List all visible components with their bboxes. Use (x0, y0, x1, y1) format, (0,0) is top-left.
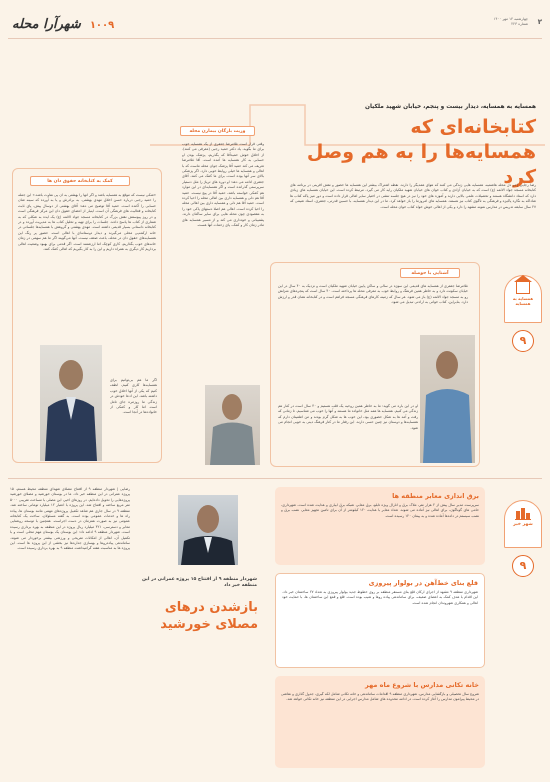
main-intro (290, 183, 536, 259)
home-icon (516, 282, 530, 294)
main-kicker: همسایه به همسایه، دیدار بیست و پنجم، خیابان شهید ملکیان (365, 104, 536, 110)
photo-elder-resident (420, 335, 475, 463)
city-badge (504, 500, 542, 548)
neighbor-text-a: وقتی قرار است غلامرضا جعفری از یک همسایه خوب برای ما بگوید، یاد دکتر حمید رجبی (معرفی می کنند). از اخلاق خوش حمیدآقا که بگذریم، پزشک بودن او حسابی به کار همسایه ها آمده است. آقا غلامرضا تعریف می کند حمید آقا پزشک جوان محله ماست که با اهالی و همسایه ها خیلی روابط خوبی دارد. اگر پزشکی بالای سر آنها بوده است، برای ما کمک می کنند. آقای جعفری ادامه می دهد: او دوره های تریاژ را مثل دستیار سرپرستی گذرانده است و اگر همسایه‌ای در این موارد هم کمکی خواسته باشد، حمید آقا در پیچ نیست. حمید آقا هم دلی و همسایه داری بین اهالی محله را احیا کرده است. (182, 142, 264, 206)
person-silhouette-icon (40, 345, 102, 461)
person-silhouette-icon (420, 335, 475, 463)
mosalla-headline-line2: مصلای خورشید (160, 617, 258, 632)
books-text-a: «شکی نیست که موقع به همسایه باشد و اگر آنها را بهشتی به آن پی نفاوت باشد.» این جمله را حمید رجبی درباره حسن اخلاق مهدی بهشتی. به برادرش و یا به آورده که سینه شان حسابی را آکنده است. حمید آقا توضیح می دهد: آقای بهشتی از دوسال پیش، پای ثابت کتابخانه و فعالیت های فرهنگی آن است. اینبار از اعضای حقوق دان این مرکز فرهنگی است و در روز پیوستش نقش بزرگ در کتابخانه مسجد جواد الائمه (ع) یک ایده به شکلی که به شماری از کتاب ها پاسخ دادند. جلسات را برای تهیه و تحلیل کتاب ها به مدیریت آورده و در کتابخانه داستانی بسیار قدیمی داشته است. (18, 193, 156, 230)
page-number: ۲ (537, 18, 542, 26)
mosalla-caption: شهردار منطقه ۹ از افتتاح ۱۵ پروژه عمرانی در این منطقه خبر داد (142, 577, 257, 588)
news-item-2-text: شهرداری منطقه ۹ مشهد از اجرای ارکان قلع بنای مستقر منطقه بر روی خطوط جدید بولوار پیروزی به تعداد ۲۷ ساختمان خبر داد. این اقدام با هدف کمک به اعضای ضعیف، برای ساماندهی پیاده روها و شیب بوده است. قلع و قمع این ساختمان ها، با حمایت خود اهالی و همکاری شهروندان انجام شده است. (282, 590, 478, 605)
section-neighbor-title: وزیت بازگان بیمارن محله (180, 126, 255, 136)
city-number-badge (512, 555, 534, 577)
books-text-b: مهدی بهشتی و گروهش با همسایه‌ها جلساتی در خانه ارکمه‌پی محلی می‌گیرند و دیدار دوستانه‌ای با اهالی است. حضور پر رنگ این همسایه‌های حقوق دان در محله، باعث ضعف نیست. آنها می‌گویند اگر ما هم سهمی در زمان خانه‌های خوب بگذاریم، کاری کوچک اما ارزشمند است. اگر قدمی برای بهبود وضعیت اهالی برداریم کار دیگری به همراه داریم و این را به کار بگیریم که اهالی کمک کنند. (18, 225, 156, 252)
issue-number: شماره ۲۲۳ (511, 22, 528, 26)
person-silhouette-icon (205, 385, 260, 465)
city-icon (515, 508, 531, 520)
section-family-title: آشنایی با حوصله (400, 268, 460, 278)
news-item-2-title: قلع بنای خط‌آهن در بولوار پیروزی (368, 579, 478, 587)
mosalla-headline (140, 599, 258, 633)
family-text-a: غلامرضا جعفری از همسایه های قدیمی این سوژه در سالی و ساکن پایین خیابان شهید ملکیان است و نزدیک به ۴۰ سال در این خیابان سکونت دارد و به خاطر همین فرهنگ و روابط خوب به معرفی محله ها پرداخته است. ۴۰ سال است که پنجره‌های منزلش رو به مسجد جواد الائمه (ع) باز می شود. هر سال که زمینه کارهای فرهنگی مسجد فراهم است و در کتابخانه همان قدر و ارزش دارد. بنابراین، کتاب خوانی به ارادتی تبدیل می شود. (278, 284, 468, 305)
mosalla-text (10, 487, 130, 772)
section-books-text-c: اگر ما هم بی‌توانیم برای همسایه‌ها کاری کنیم، لطف کنیم که یکی از آنها اخلاق خوب داشته باشد. این ادعا خودش در زندگی ما روزمره جای تامل است اما کار و کمکی از خانواده‌ها در آنجا است. (110, 378, 157, 415)
mosalla-headline-line1: بازشدن درهای (164, 600, 258, 615)
photo-district-mayor (178, 495, 238, 565)
news-item-1-title: برق اندازی معابر منطقه ها (392, 492, 479, 500)
main-headline (301, 115, 536, 190)
section-books-title: کمک به کتابخانه حقوق دان ها (30, 176, 130, 186)
intro-rest: مرتبط کرده است. این خیابان همسایه های زیادی دارد که استاد دانشگاه هستند و تحصیلات علمی بالایی دارند و آموزه های خود را نیز در هیچ جلسه تنشی در اختیار سایر اهالی قرار داده است و دور میز پاکه کتاب ها شاداکه به نگاره پاکیزه و فرهنگی به تاگوی کتاب نیز هستند. همسایه های امروزما را باز خواهد کرد. ما در این دیدار همسایه، با حسین قدرتی، جعفری، استاد شیمی که ۲۷ سال سابقه تدریس در مدارس نمونه مشهد را دارد و یکی از اهالی خوش خواه کتاب خوان محله است. (290, 188, 536, 209)
page-header (8, 8, 542, 38)
intro-lead: رضا رجایی | در دل محله هاشمیه، همسایه هایی زندگی می کنند که هوای همدیگر را دارند. نقطه اشتراک بیشتر این همسایه ها حضور و نقش آفرینی در برنامه های کتابخانه مسجد جواد الائمه (ع) است که به خیابان آزادی و کتاب خوان های خیابان شهید ملکیان رایه کار می گیرد. (290, 183, 536, 193)
neighbor-badge (504, 275, 542, 323)
logo (12, 13, 114, 32)
bottom-divider (8, 478, 542, 479)
news-item-3 (275, 676, 485, 768)
neighbor-number-badge (512, 330, 534, 352)
mosalla-text-c: شهردار منطقه ۹ ادامه داد: این بوستان یک بوستان مهم محلی است و با تکمیل آن، اهالی از امکانات تفریحی و ورزشی بیشتر برخوردار می شوند. ساماندهی پیاده‌روها و بهسازی جداره‌ها نیز بخشی از این پروژه ها است. این پروژه ها به مناسبت هفته گرامیداشت منطقه ۹ به بهره برداری رسیده است. (10, 530, 130, 551)
issue-info (494, 17, 528, 27)
logo-number: ۱۰۰۹ (89, 20, 115, 31)
photo-resident-suit (40, 345, 102, 461)
issue-date: چهارشنبه ۱۴ مهر ۱۴۰۰ (493, 17, 528, 21)
news-item-3-text: شروع سال تحصیلی و بازگشایی مدارس، شهرداری منطقه ۹ اقدامات ساماندهی و خانه تکانی شامل لکه گیری، جدول گذاری و نقاشی در محیط پیرامون مدارس را آغاز کرده است. در ادامه محدوده های شامل مدارس اجرایی در این منطقه نیز خانه تکانی خواهد شد. (281, 692, 479, 702)
headline-line2: همسایه‌ها را به هم وصل کرد (306, 141, 536, 188)
mosalla-text-b: منطقه ۹ در سال جاری هم شاهد تکمیل پروژه‌های مهمی مانند بوستان ها، پیاده راه ها و خدمات عمومی بوده است. به گفته مسئولان، ساخت یک کتابخانه عمومی نیز به صورت همزمان در دست اجراست. همچنین با توسعه روشنایی معابر و دسترسی، ۴۲۱ میلیارد ریال پروژه در این منطقه به بهره برداری رسیده است. (10, 508, 130, 535)
city-news-panel (275, 487, 485, 775)
photo-resident-tshirt (205, 385, 260, 465)
news-item-3-title: خانه تکانی مدارس با شروع ماه مهر (365, 681, 479, 689)
headline-line1: کتابخانه‌ای که (410, 116, 536, 138)
section-family-text-b: او در این باره می گوید: ما به خاطر همین روحیه یک قلب هستیم و ۴۰ سال است در کنار هم زندگی می کنیم. همسایه ها همه مثل خانواده ما هستند و آنها را خوب می شناسیم. تا زمانی که رفت و آمد ها به شکل حضوری بود، این خوب ها به شکل گرم بودند و من اطمینان دارم که همسایه‌ها و دوستان نیز چنین حسی دارند. این رفتار ما در کنار فرهنگ دینی به خوبی انجام می شود. (278, 404, 418, 430)
neighbor-number: ۹ (519, 334, 527, 347)
news-item-1 (275, 487, 485, 565)
news-item-2 (275, 573, 485, 668)
mosalla-story (10, 487, 265, 775)
news-item-1-text: سرپرست مدیر سال پیش از ۲ هزار نفر، ملاک برق و انارال ویژه تابلو، برق معابر، شبکه برق آبیاری و هدایت شده است. شهرداری، حامی های گوناگون، برای اهالی نیز آماده می شوند. تعداد معابر با هدایت ۱۲۰ کیلومتر از آن برای تامین تجهیز معابر، نصب برق و نصب سیستم در داده‌ها آماده شده و به پیمان ۱۲۰ رسیده است. (281, 503, 479, 518)
logo-text: شهرآرا محله (12, 17, 81, 32)
city-badge-label: شهر خبر (513, 522, 533, 527)
section-neighbor-text (182, 142, 264, 377)
neighbor-badge-label: همسایه به همسایه (512, 296, 534, 306)
city-number: ۹ (519, 559, 527, 572)
neighbor-text-b: حمید آقا هم دلی و همسایه داری بین اهالی محله را احیا کرده است. اهالی هم اصلا دستهای پاکی خود را به مقصودی چون محله هایی برای سایر ساکنان دارند. پشتیبانی و خودداری می کند و از مسیر همسایه های مادر زمان کار و کمک، پای زحمات آنها هست. (182, 201, 264, 228)
mosalla-text-a: رضایی | شهردار منطقه ۹ از افتتاح مصلای شهدای منطقه محیط هستم، ۱۵ پروژه عمرانی در این منطقه خبر داد. ما در بوستان خورشید و مصلای خورشید پروژه‌هایی را تحویل داده‌ایم. در روزهای اخیر، این مصلی با مساحت تقریبی ۵۰۰۰ متر مربع ساخته و افتتاح شد. این پروژه با اعتبار ۱۲ میلیارد تومانی ساخته شد. (10, 487, 130, 508)
header-divider (8, 38, 542, 39)
person-silhouette-icon (178, 495, 238, 565)
